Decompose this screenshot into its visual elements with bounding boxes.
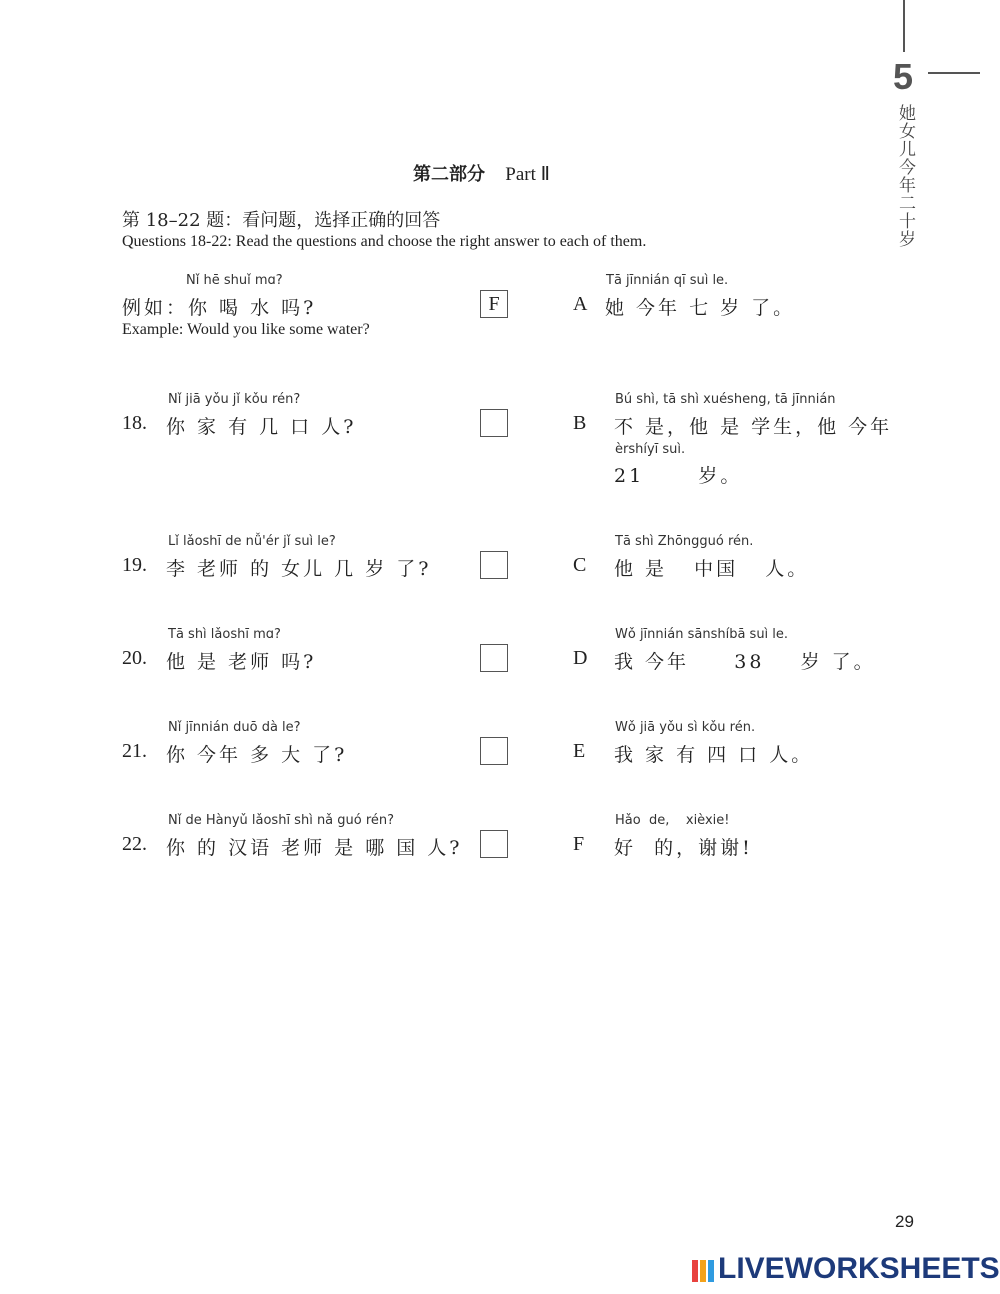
- option-hanzi: 我 今年 38 岁 了。: [614, 651, 876, 673]
- option-pinyin: Bú shì, tā shì xuésheng, tā jīnnián: [615, 392, 836, 407]
- option-hanzi: 好 的，谢谢!: [614, 837, 753, 859]
- example-question: [122, 293, 316, 320]
- answer-box-22[interactable]: [480, 830, 508, 858]
- option-hanzi: 他 是 中国 人。: [614, 558, 810, 580]
- side-vertical-line: [903, 0, 905, 52]
- answer-box-20[interactable]: [480, 644, 508, 672]
- question-hanzi: 李 老师 的 女儿 几 岁 了?: [166, 558, 432, 580]
- option-letter: D: [573, 647, 588, 669]
- question-number: 19.: [122, 554, 147, 576]
- option-letter: A: [573, 293, 588, 315]
- option-hanzi: 不 是，他 是 学生，他 今年: [614, 416, 893, 438]
- option-letter: B: [573, 412, 587, 434]
- question-pinyin: Tā shì lǎoshī mɑ?: [168, 627, 281, 642]
- liveworksheets-logo[interactable]: [692, 1252, 1000, 1286]
- question-hanzi: 他 是 老师 吗?: [166, 651, 317, 673]
- question-pinyin: Nǐ de Hànyǔ lǎoshī shì nǎ guó rén?: [168, 813, 395, 828]
- question-pinyin: Nǐ jīnnián duō dà le?: [168, 720, 301, 735]
- logo-mark-icon: [692, 1260, 714, 1282]
- example-answer-box: F: [480, 290, 508, 318]
- side-horizontal-line: [928, 72, 980, 74]
- chapter-number: 5: [893, 56, 914, 97]
- option-letter: C: [573, 554, 587, 576]
- option-pinyin: Tā jīnnián qī suì le.: [606, 273, 729, 288]
- question-number: 18.: [122, 412, 147, 434]
- option-letter: F: [573, 833, 585, 855]
- answer-box-21[interactable]: [480, 737, 508, 765]
- section-title-en: Part Ⅱ: [505, 164, 550, 185]
- section-title-cn: 第二部分: [413, 164, 485, 185]
- example-pinyin: Nǐ hē shuǐ mɑ?: [186, 273, 283, 288]
- question-hanzi: 你 家 有 几 口 人?: [166, 416, 357, 438]
- question-number: 20.: [122, 647, 147, 669]
- section-title: [413, 160, 550, 186]
- option-pinyin: Wǒ jiā yǒu sì kǒu rén.: [615, 720, 756, 735]
- option-hanzi-line2: 21 岁。: [614, 465, 743, 487]
- example-translation: Example: Would you like some water?: [122, 321, 370, 338]
- example-hanzi: 你 喝 水 吗?: [188, 297, 317, 319]
- question-pinyin: Nǐ jiā yǒu jǐ kǒu rén?: [168, 392, 301, 407]
- option-hanzi: 我 家 有 四 口 人。: [614, 744, 814, 766]
- instruction-cn: 第 18–22 题：看问题，选择正确的回答: [122, 210, 441, 231]
- question-hanzi: 你 今年 多 大 了?: [166, 744, 348, 766]
- question-number: 21.: [122, 740, 147, 762]
- answer-box-19[interactable]: [480, 551, 508, 579]
- chapter-title: 她女儿今年二十岁: [895, 104, 915, 248]
- option-pinyin-line2: èrshíyī suì.: [615, 442, 686, 457]
- question-number: 22.: [122, 833, 147, 855]
- answer-box-18[interactable]: [480, 409, 508, 437]
- question-pinyin: Lǐ lǎoshī de nǚ'ér jǐ suì le?: [168, 534, 336, 549]
- instruction-en: Questions 18-22: Read the questions and choose the right answer to each of them.: [122, 233, 647, 250]
- option-hanzi: 她 今年 七 岁 了。: [605, 297, 796, 319]
- question-hanzi: 你 的 汉语 老师 是 哪 国 人?: [166, 837, 463, 859]
- page-number: 29: [895, 1212, 914, 1231]
- example-label: 例如：: [122, 297, 189, 319]
- option-pinyin: Wǒ jīnnián sānshíbā suì le.: [615, 627, 789, 642]
- logo-text: LIVEWORKSHEETS: [718, 1252, 1000, 1285]
- option-letter: E: [573, 740, 586, 762]
- option-pinyin: Hǎo de, xièxie!: [615, 813, 730, 828]
- option-pinyin: Tā shì Zhōngguó rén.: [615, 534, 754, 549]
